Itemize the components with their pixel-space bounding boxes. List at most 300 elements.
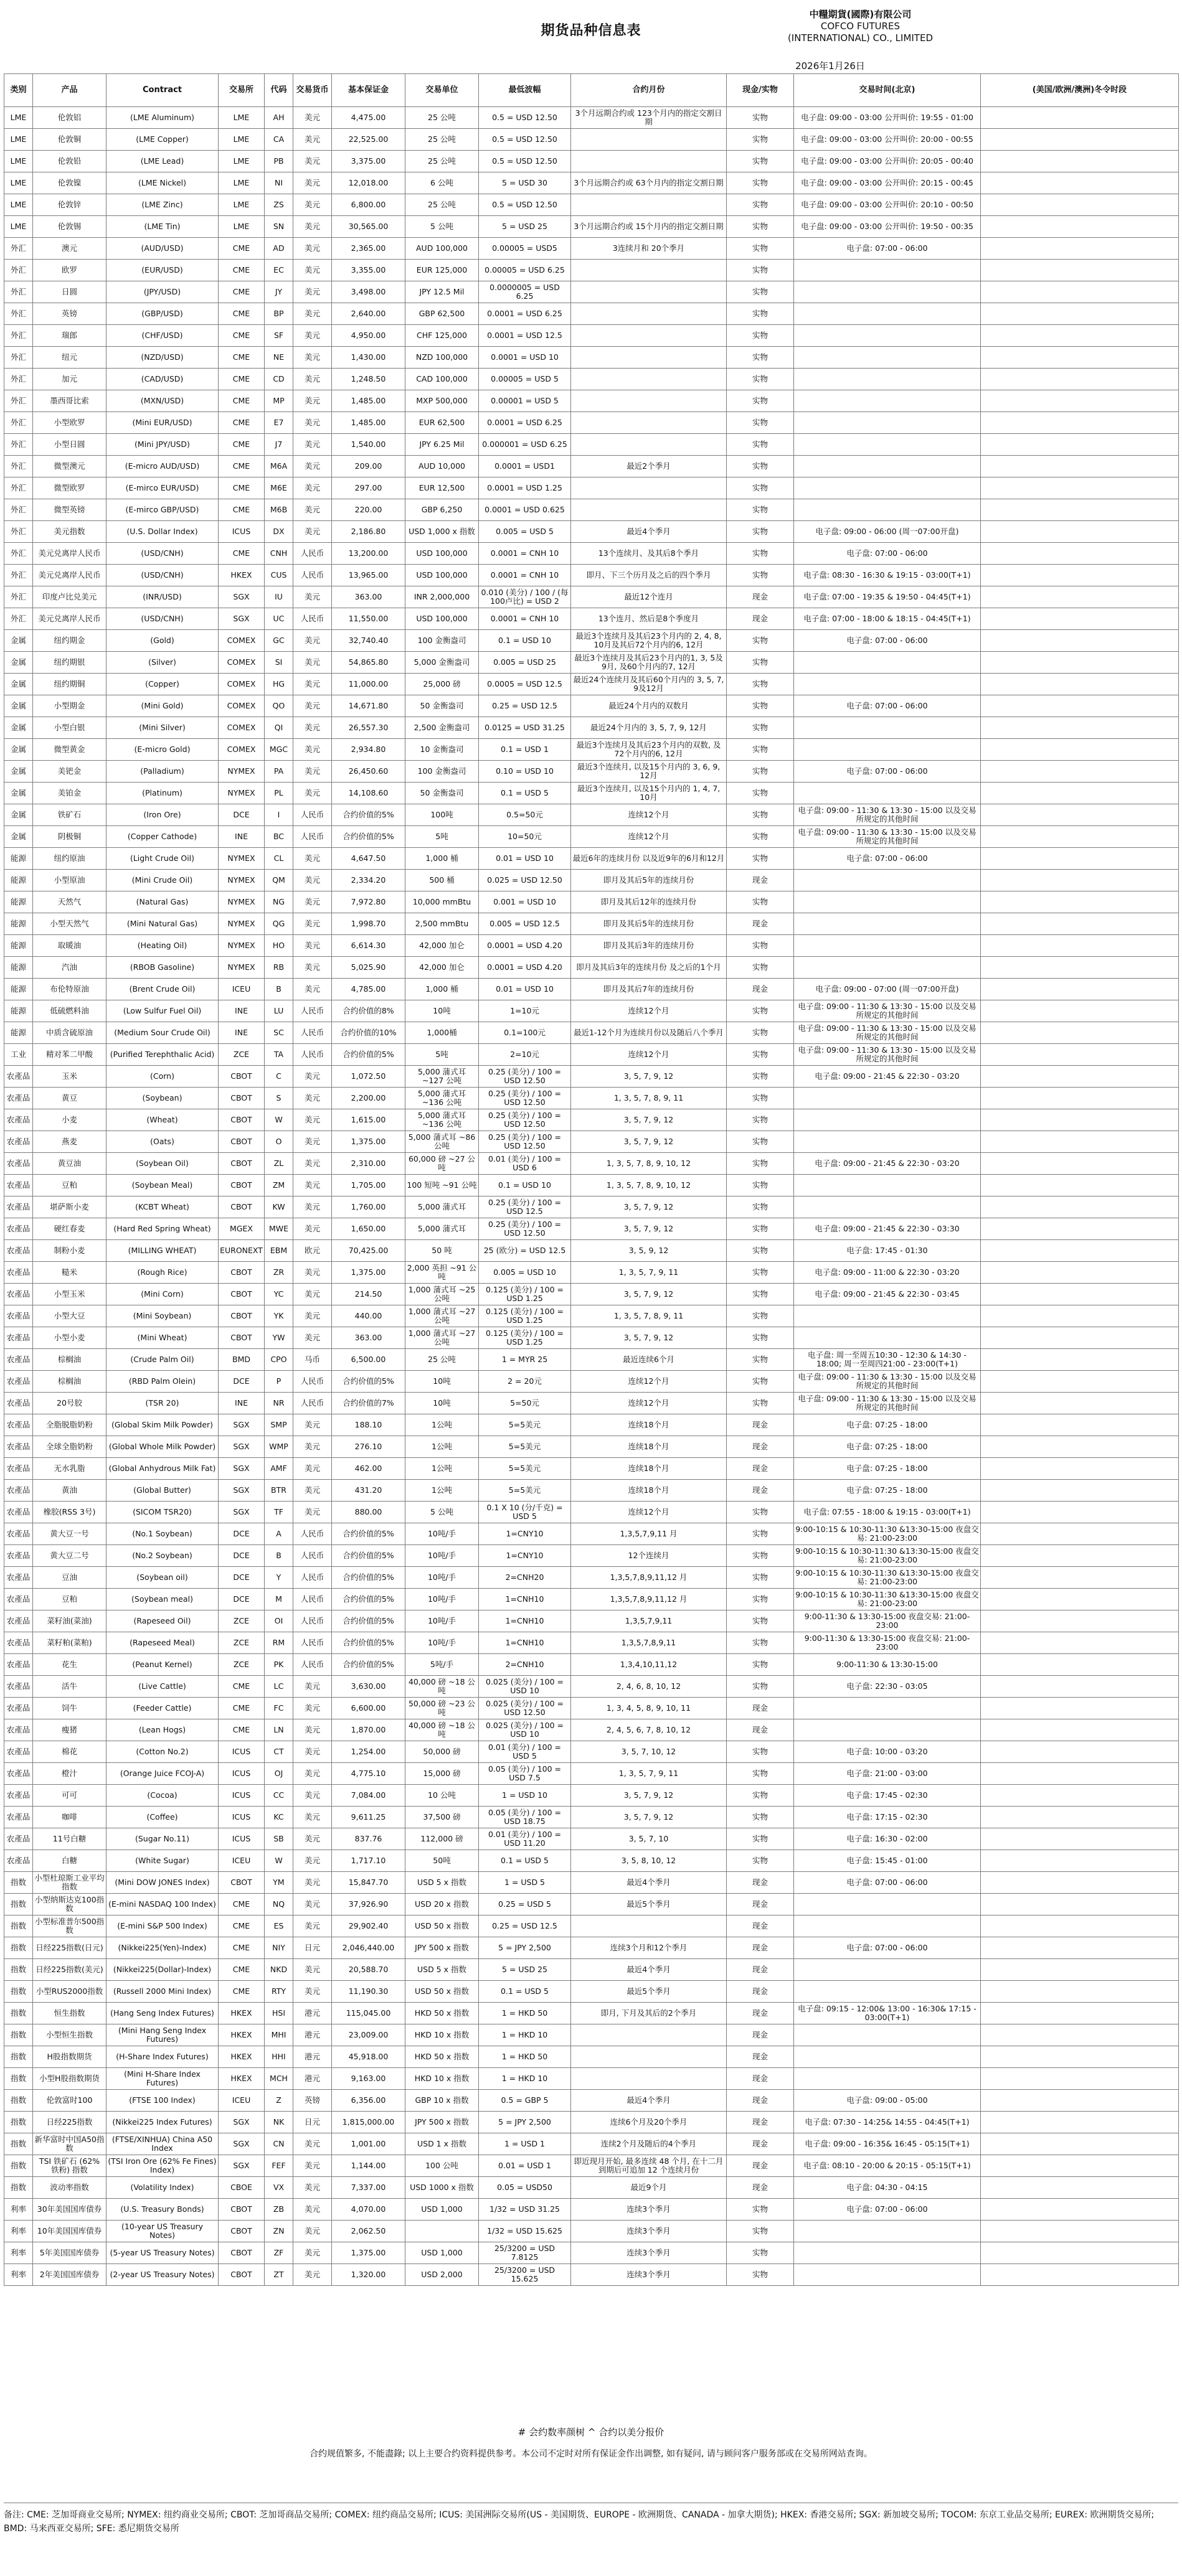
- table-cell: HO: [265, 935, 293, 957]
- table-cell: 0.010 (美分) / 100 / (每100卢比) = USD 2: [479, 586, 571, 608]
- table-cell: 现金: [727, 1894, 794, 1916]
- table-cell: 10吨/手: [405, 1589, 479, 1610]
- table-row: [4, 1305, 1179, 1327]
- table-cell: EUR 125,000: [405, 260, 479, 281]
- table-cell: 人民币: [293, 1610, 332, 1632]
- table-cell: 实物: [727, 1088, 794, 1109]
- table-cell: 2,062.50: [332, 2221, 405, 2242]
- table-cell: LME: [219, 194, 265, 216]
- table-cell: 印度卢比兑美元: [33, 586, 106, 608]
- table-cell: 10 公吨: [405, 1785, 479, 1807]
- table-cell: 全脂脱脂奶粉: [33, 1414, 106, 1436]
- table-cell: 7,972.80: [332, 891, 405, 913]
- table-cell: ICEU: [219, 1850, 265, 1872]
- table-cell: 能源: [4, 979, 33, 1000]
- column-header: 最低波幅: [479, 74, 571, 107]
- table-cell: QO: [265, 695, 293, 717]
- table-cell: 3,375.00: [332, 151, 405, 172]
- table-cell: NG: [265, 891, 293, 913]
- table-cell: 50,000 磅 ~23 公吨: [405, 1698, 479, 1719]
- table-row: [4, 194, 1179, 216]
- table-cell: 9:00-10:15 & 10:30-11:30 &13:30-15:00 夜盘交易: 21:00-23:00: [794, 1589, 981, 1610]
- table-cell: BTR: [265, 1480, 293, 1502]
- table-cell: CME: [219, 1894, 265, 1916]
- table-cell: (Mini DOW JONES Index): [106, 1872, 219, 1894]
- table-cell: 0.5 = USD 12.50: [479, 151, 571, 172]
- table-row: [4, 1959, 1179, 1981]
- table-cell: 合约价值的5%: [332, 1654, 405, 1676]
- table-cell: 0.5=50元: [479, 804, 571, 826]
- table-cell: [794, 325, 981, 347]
- table-cell: ICEU: [219, 2090, 265, 2112]
- table-cell: 实物: [727, 1262, 794, 1284]
- table-cell: 白糖: [33, 1850, 106, 1872]
- table-row: [4, 870, 1179, 891]
- table-cell: [981, 1502, 1179, 1523]
- table-cell: [981, 456, 1179, 477]
- table-cell: 电子盘: 07:00 - 06:00: [794, 630, 981, 652]
- table-cell: 小型小麦: [33, 1327, 106, 1349]
- table-row: [4, 1153, 1179, 1175]
- table-cell: [794, 1981, 981, 2003]
- table-cell: 最近4个季月: [571, 521, 727, 543]
- table-cell: (Soybean): [106, 1088, 219, 1109]
- table-cell: 指数: [4, 2068, 33, 2090]
- table-cell: 6,356.00: [332, 2090, 405, 2112]
- table-cell: 现金: [727, 1916, 794, 1937]
- table-row: [4, 129, 1179, 151]
- table-cell: DX: [265, 521, 293, 543]
- company-name-en-1: COFCO FUTURES: [820, 21, 901, 32]
- table-cell: 连续12个月: [571, 1000, 727, 1022]
- table-row: [4, 1196, 1179, 1218]
- table-cell: TF: [265, 1502, 293, 1523]
- table-row: [4, 1502, 1179, 1523]
- table-cell: 现金: [727, 2112, 794, 2133]
- table-cell: [981, 1284, 1179, 1305]
- table-cell: USD 1,000: [405, 2199, 479, 2221]
- table-cell: 5,000 蒲式耳: [405, 1218, 479, 1240]
- table-cell: [981, 1196, 1179, 1218]
- table-cell: 电子盘: 09:00 - 06:00 (周一07:00开盘): [794, 521, 981, 543]
- table-row: [4, 172, 1179, 194]
- table-cell: 饲牛: [33, 1698, 106, 1719]
- table-cell: (MXN/USD): [106, 390, 219, 412]
- table-cell: 金属: [4, 804, 33, 826]
- table-cell: [981, 1698, 1179, 1719]
- table-cell: 0.000001 = USD 6.25: [479, 434, 571, 456]
- table-cell: 电子盘: 07:25 - 18:00: [794, 1436, 981, 1458]
- table-cell: 金属: [4, 652, 33, 674]
- table-cell: [794, 499, 981, 521]
- table-cell: 5年美国国库债券: [33, 2242, 106, 2264]
- table-cell: ICUS: [219, 1763, 265, 1785]
- table-cell: (USD/CNH): [106, 543, 219, 565]
- table-cell: [571, 260, 727, 281]
- table-cell: A: [265, 1523, 293, 1545]
- table-cell: (RBOB Gasoline): [106, 957, 219, 979]
- table-cell: 13个连月、然后是8个季度月: [571, 608, 727, 630]
- table-cell: 25 公吨: [405, 129, 479, 151]
- table-cell: 3, 5, 7, 9, 12: [571, 1131, 727, 1153]
- table-row: [4, 1981, 1179, 2003]
- table-cell: AUD 10,000: [405, 456, 479, 477]
- table-cell: (E-micro AUD/USD): [106, 456, 219, 477]
- table-cell: 棕榈油: [33, 1371, 106, 1393]
- table-cell: 25,000 磅: [405, 674, 479, 695]
- table-cell: [981, 1916, 1179, 1937]
- table-cell: 188.10: [332, 1414, 405, 1436]
- table-cell: 实物: [727, 390, 794, 412]
- table-cell: 3,498.00: [332, 281, 405, 303]
- table-cell: 0.0001 = USD 12.5: [479, 325, 571, 347]
- table-cell: (LME Zinc): [106, 194, 219, 216]
- table-cell: (Lean Hogs): [106, 1719, 219, 1741]
- table-row: [4, 739, 1179, 761]
- table-row: [4, 499, 1179, 521]
- column-header: 基本保证金: [332, 74, 405, 107]
- table-cell: 农產品: [4, 1632, 33, 1654]
- table-cell: LME: [219, 129, 265, 151]
- table-cell: 0.05 (美分) / 100 = USD 18.75: [479, 1807, 571, 1828]
- table-cell: 最近3个连续月及其后23个月内的双数, 及72个月内的6, 12月: [571, 739, 727, 761]
- table-cell: 0.125 (美分) / 100 = USD 1.25: [479, 1284, 571, 1305]
- table-cell: 3, 5, 7, 9, 12: [571, 1196, 727, 1218]
- table-cell: [794, 1175, 981, 1196]
- table-cell: 电子盘: 09:00 - 21:45 & 22:30 - 03:20: [794, 1066, 981, 1088]
- table-cell: 50 金衡盎司: [405, 695, 479, 717]
- table-cell: [981, 891, 1179, 913]
- table-cell: COMEX: [219, 652, 265, 674]
- table-cell: 9:00-11:30 & 13:30-15:00 夜盘交易: 21:00-23:00: [794, 1610, 981, 1632]
- table-cell: 取暖油: [33, 935, 106, 957]
- table-row: [4, 1284, 1179, 1305]
- table-cell: 实物: [727, 1284, 794, 1305]
- table-cell: 美元指数: [33, 521, 106, 543]
- table-cell: 1,001.00: [332, 2133, 405, 2155]
- table-cell: 0.025 (美分) / 100 = USD 10: [479, 1676, 571, 1698]
- table-cell: [981, 1807, 1179, 1828]
- table-cell: 实物: [727, 630, 794, 652]
- table-cell: 电子盘: 07:00 - 06:00: [794, 2199, 981, 2221]
- table-cell: 电子盘: 07:00 - 18:00 & 18:15 - 04:45(T+1): [794, 608, 981, 630]
- table-cell: 1公吨: [405, 1436, 479, 1458]
- table-cell: (Corn): [106, 1066, 219, 1088]
- table-row: [4, 848, 1179, 870]
- table-cell: 10吨: [405, 1000, 479, 1022]
- table-cell: SGX: [219, 2133, 265, 2155]
- table-cell: 美元: [293, 521, 332, 543]
- table-row: [4, 107, 1179, 129]
- table-cell: 5 = USD 30: [479, 172, 571, 194]
- table-cell: [571, 477, 727, 499]
- table-row: [4, 1545, 1179, 1567]
- table-cell: 实物: [727, 565, 794, 586]
- table-cell: 美元: [293, 238, 332, 260]
- table-cell: GBP 10 x 指数: [405, 2090, 479, 2112]
- table-cell: 1,3,5,7,8,9,11,12 月: [571, 1567, 727, 1589]
- table-cell: SN: [265, 216, 293, 238]
- table-cell: 462.00: [332, 1458, 405, 1480]
- table-cell: 糙米: [33, 1262, 106, 1284]
- table-cell: [571, 2024, 727, 2046]
- table-cell: [981, 2046, 1179, 2068]
- table-cell: 硬红春麦: [33, 1218, 106, 1240]
- table-cell: 农產品: [4, 1567, 33, 1589]
- table-cell: [794, 2068, 981, 2090]
- table-cell: 美元: [293, 957, 332, 979]
- table-cell: 实物: [727, 325, 794, 347]
- table-cell: 5吨/手: [405, 1654, 479, 1676]
- table-cell: O: [265, 1131, 293, 1153]
- table-row: [4, 1523, 1179, 1545]
- table-cell: 3, 5, 7, 10, 12: [571, 1741, 727, 1763]
- table-cell: [981, 1719, 1179, 1741]
- table-cell: 0.5 = USD 12.50: [479, 107, 571, 129]
- table-cell: [794, 1959, 981, 1981]
- table-cell: [794, 674, 981, 695]
- table-cell: [981, 1741, 1179, 1763]
- table-cell: [981, 1589, 1179, 1610]
- table-cell: CAD 100,000: [405, 369, 479, 390]
- table-cell: 5,000 蒲式耳: [405, 1196, 479, 1218]
- table-cell: 日元: [293, 1937, 332, 1959]
- table-cell: [571, 499, 727, 521]
- table-row: [4, 1719, 1179, 1741]
- table-cell: 美元: [293, 586, 332, 608]
- table-cell: 10吨/手: [405, 1545, 479, 1567]
- table-cell: 现金: [727, 2024, 794, 2046]
- table-cell: 6,500.00: [332, 1349, 405, 1371]
- column-header: 产品: [33, 74, 106, 107]
- table-cell: 实物: [727, 1676, 794, 1698]
- table-cell: 5 公吨: [405, 1502, 479, 1523]
- table-cell: 合约价值的5%: [332, 1567, 405, 1589]
- table-cell: 实物: [727, 1545, 794, 1567]
- table-cell: [981, 1000, 1179, 1022]
- table-cell: 人民币: [293, 1371, 332, 1393]
- table-cell: 12个连续月: [571, 1545, 727, 1567]
- table-cell: [981, 2090, 1179, 2112]
- table-cell: 即月及其后3年的连续月份 及之后的1个月: [571, 957, 727, 979]
- table-cell: CME: [219, 238, 265, 260]
- table-cell: 人民币: [293, 826, 332, 848]
- table-cell: 小型标准普尔500指数: [33, 1916, 106, 1937]
- table-cell: 0.5 = GBP 5: [479, 2090, 571, 2112]
- table-cell: 小型大豆: [33, 1305, 106, 1327]
- table-cell: (Rough Rice): [106, 1262, 219, 1284]
- table-cell: NZD 100,000: [405, 347, 479, 369]
- table-cell: [981, 1850, 1179, 1872]
- table-cell: USD 5 x 指数: [405, 1959, 479, 1981]
- table-cell: 电子盘: 09:00 - 21:45 & 22:30 - 03:30: [794, 1218, 981, 1240]
- table-cell: 汽油: [33, 957, 106, 979]
- table-cell: 实物: [727, 717, 794, 739]
- table-cell: 0.05 = USD50: [479, 2177, 571, 2199]
- table-row: [4, 2024, 1179, 2046]
- table-cell: 即月及其后12年的连续月份: [571, 891, 727, 913]
- table-row: [4, 1066, 1179, 1088]
- table-cell: 小型玉米: [33, 1284, 106, 1305]
- table-cell: 指数: [4, 1981, 33, 2003]
- table-cell: 2,000 英担 ~91 公吨: [405, 1262, 479, 1284]
- table-cell: 美元: [293, 151, 332, 172]
- table-cell: BMD: [219, 1349, 265, 1371]
- table-cell: IU: [265, 586, 293, 608]
- table-cell: 伦敦铅: [33, 151, 106, 172]
- table-cell: 1,320.00: [332, 2264, 405, 2286]
- table-cell: 指数: [4, 1937, 33, 1959]
- table-cell: 电子盘: 17:45 - 01:30: [794, 1240, 981, 1262]
- table-cell: 实物: [727, 1153, 794, 1175]
- table-cell: 214.50: [332, 1284, 405, 1305]
- table-cell: 实物: [727, 1828, 794, 1850]
- table-cell: CBOT: [219, 1175, 265, 1196]
- table-cell: [981, 325, 1179, 347]
- table-cell: 美元: [293, 2264, 332, 2286]
- table-cell: 美元: [293, 1218, 332, 1240]
- table-cell: 指数: [4, 2177, 33, 2199]
- table-cell: (H-Share Index Futures): [106, 2046, 219, 2068]
- table-row: [4, 1807, 1179, 1828]
- table-row: [4, 151, 1179, 172]
- table-cell: 70,425.00: [332, 1240, 405, 1262]
- table-cell: 50 吨: [405, 1240, 479, 1262]
- table-cell: 最近5个季月: [571, 1981, 727, 2003]
- table-cell: QG: [265, 913, 293, 935]
- table-cell: JY: [265, 281, 293, 303]
- table-cell: 农產品: [4, 1088, 33, 1109]
- table-cell: 实物: [727, 1000, 794, 1022]
- table-cell: 咖啡: [33, 1807, 106, 1828]
- table-cell: 堪萨斯小麦: [33, 1196, 106, 1218]
- table-cell: (MILLING WHEAT): [106, 1240, 219, 1262]
- table-cell: 新华富时中国A50指数: [33, 2133, 106, 2155]
- table-cell: 微型澳元: [33, 456, 106, 477]
- table-cell: 0.25 (美分) / 100 = USD 12.50: [479, 1088, 571, 1109]
- table-cell: 阴极铜: [33, 826, 106, 848]
- table-row: [4, 608, 1179, 630]
- table-row: [4, 1654, 1179, 1676]
- table-cell: 电子盘: 07:25 - 18:00: [794, 1414, 981, 1436]
- table-cell: 5=5美元: [479, 1480, 571, 1502]
- table-cell: 农產品: [4, 1196, 33, 1218]
- table-cell: YC: [265, 1284, 293, 1305]
- table-cell: 美元: [293, 2242, 332, 2264]
- table-cell: 电子盘: 09:00 - 03:00 公开叫价: 20:15 - 00:45: [794, 172, 981, 194]
- table-cell: 美元: [293, 129, 332, 151]
- table-cell: GBP 62,500: [405, 303, 479, 325]
- table-cell: 合约价值的5%: [332, 1632, 405, 1654]
- table-cell: 日经225指数: [33, 2112, 106, 2133]
- table-cell: 电子盘: 09:15 - 12:00& 13:00 - 16:30& 17:15 - 03:00(T+1): [794, 2003, 981, 2024]
- table-cell: 电子盘: 17:15 - 02:30: [794, 1807, 981, 1828]
- table-cell: [981, 390, 1179, 412]
- table-cell: 电子盘: 07:00 - 06:00: [794, 1937, 981, 1959]
- table-cell: 人民币: [293, 608, 332, 630]
- table-cell: 440.00: [332, 1305, 405, 1327]
- table-cell: 0.025 (美分) / 100 = USD 12.50: [479, 1698, 571, 1719]
- table-cell: 农產品: [4, 1502, 33, 1523]
- table-cell: 现金: [727, 2133, 794, 2155]
- table-cell: DCE: [219, 1567, 265, 1589]
- table-cell: 1,815,000.00: [332, 2112, 405, 2133]
- table-cell: 9:00-11:30 & 13:30-15:00 夜盘交易: 21:00-23:00: [794, 1632, 981, 1654]
- table-cell: 1, 3, 5, 7, 9, 11: [571, 1763, 727, 1785]
- table-cell: HHI: [265, 2046, 293, 2068]
- table-cell: (CAD/USD): [106, 369, 219, 390]
- table-cell: 外汇: [4, 477, 33, 499]
- table-cell: (Oats): [106, 1131, 219, 1153]
- table-cell: (Gold): [106, 630, 219, 652]
- table-cell: 实物: [727, 456, 794, 477]
- table-cell: 农產品: [4, 1414, 33, 1436]
- table-cell: 0.025 (美分) / 100 = USD 10: [479, 1719, 571, 1741]
- table-cell: 5,000 蒲式耳 ~86 公吨: [405, 1131, 479, 1153]
- table-row: [4, 1044, 1179, 1066]
- table-cell: SGX: [219, 586, 265, 608]
- table-cell: 美元: [293, 1262, 332, 1284]
- table-cell: 实物: [727, 1066, 794, 1088]
- table-cell: 30,565.00: [332, 216, 405, 238]
- table-cell: MXP 500,000: [405, 390, 479, 412]
- table-cell: 实物: [727, 1850, 794, 1872]
- table-cell: 5 = JPY 2,500: [479, 1937, 571, 1959]
- table-cell: RM: [265, 1632, 293, 1654]
- table-cell: 7,084.00: [332, 1785, 405, 1807]
- table-cell: USD 2,000: [405, 2264, 479, 2286]
- table-cell: 人民币: [293, 1523, 332, 1545]
- table-cell: 0.25 (美分) / 100 = USD 12.5: [479, 1196, 571, 1218]
- table-cell: 农產品: [4, 1153, 33, 1175]
- table-cell: [981, 216, 1179, 238]
- table-cell: 最近12个连月: [571, 586, 727, 608]
- table-cell: 0.01 (美分) / 100 = USD 11.20: [479, 1828, 571, 1850]
- table-row: [4, 2068, 1179, 2090]
- table-cell: 0.5 = USD 12.50: [479, 129, 571, 151]
- table-cell: 美元: [293, 107, 332, 129]
- table-cell: 5=5美元: [479, 1414, 571, 1436]
- table-cell: 1,998.70: [332, 913, 405, 935]
- table-cell: PA: [265, 761, 293, 783]
- table-cell: [981, 1393, 1179, 1414]
- table-cell: ZCE: [219, 1610, 265, 1632]
- table-cell: 伦敦铜: [33, 129, 106, 151]
- table-cell: 15,000 磅: [405, 1763, 479, 1785]
- table-cell: 小型白银: [33, 717, 106, 739]
- table-cell: 0.25 (美分) / 100 = USD 12.50: [479, 1131, 571, 1153]
- table-cell: [794, 1327, 981, 1349]
- table-cell: [981, 674, 1179, 695]
- table-cell: 实物: [727, 1654, 794, 1676]
- table-body: [4, 107, 1179, 2286]
- table-cell: 电子盘: 08:10 - 20:00 & 20:15 - 05:15(T+1): [794, 2155, 981, 2177]
- table-cell: 现金: [727, 2090, 794, 2112]
- table-cell: 欧罗: [33, 260, 106, 281]
- table-cell: 农產品: [4, 1109, 33, 1131]
- table-cell: MHI: [265, 2024, 293, 2046]
- table-cell: (Hard Red Spring Wheat): [106, 1218, 219, 1240]
- table-cell: 美元: [293, 1305, 332, 1327]
- table-cell: LME: [4, 172, 33, 194]
- table-cell: 实物: [727, 1567, 794, 1589]
- table-row: [4, 935, 1179, 957]
- table-cell: 伦敦镍: [33, 172, 106, 194]
- table-cell: (Mini Soybean): [106, 1305, 219, 1327]
- table-cell: 连续18个月: [571, 1458, 727, 1480]
- table-cell: 电子盘: 09:00 - 03:00 公开叫价: 19:50 - 00:35: [794, 216, 981, 238]
- table-cell: [981, 1458, 1179, 1480]
